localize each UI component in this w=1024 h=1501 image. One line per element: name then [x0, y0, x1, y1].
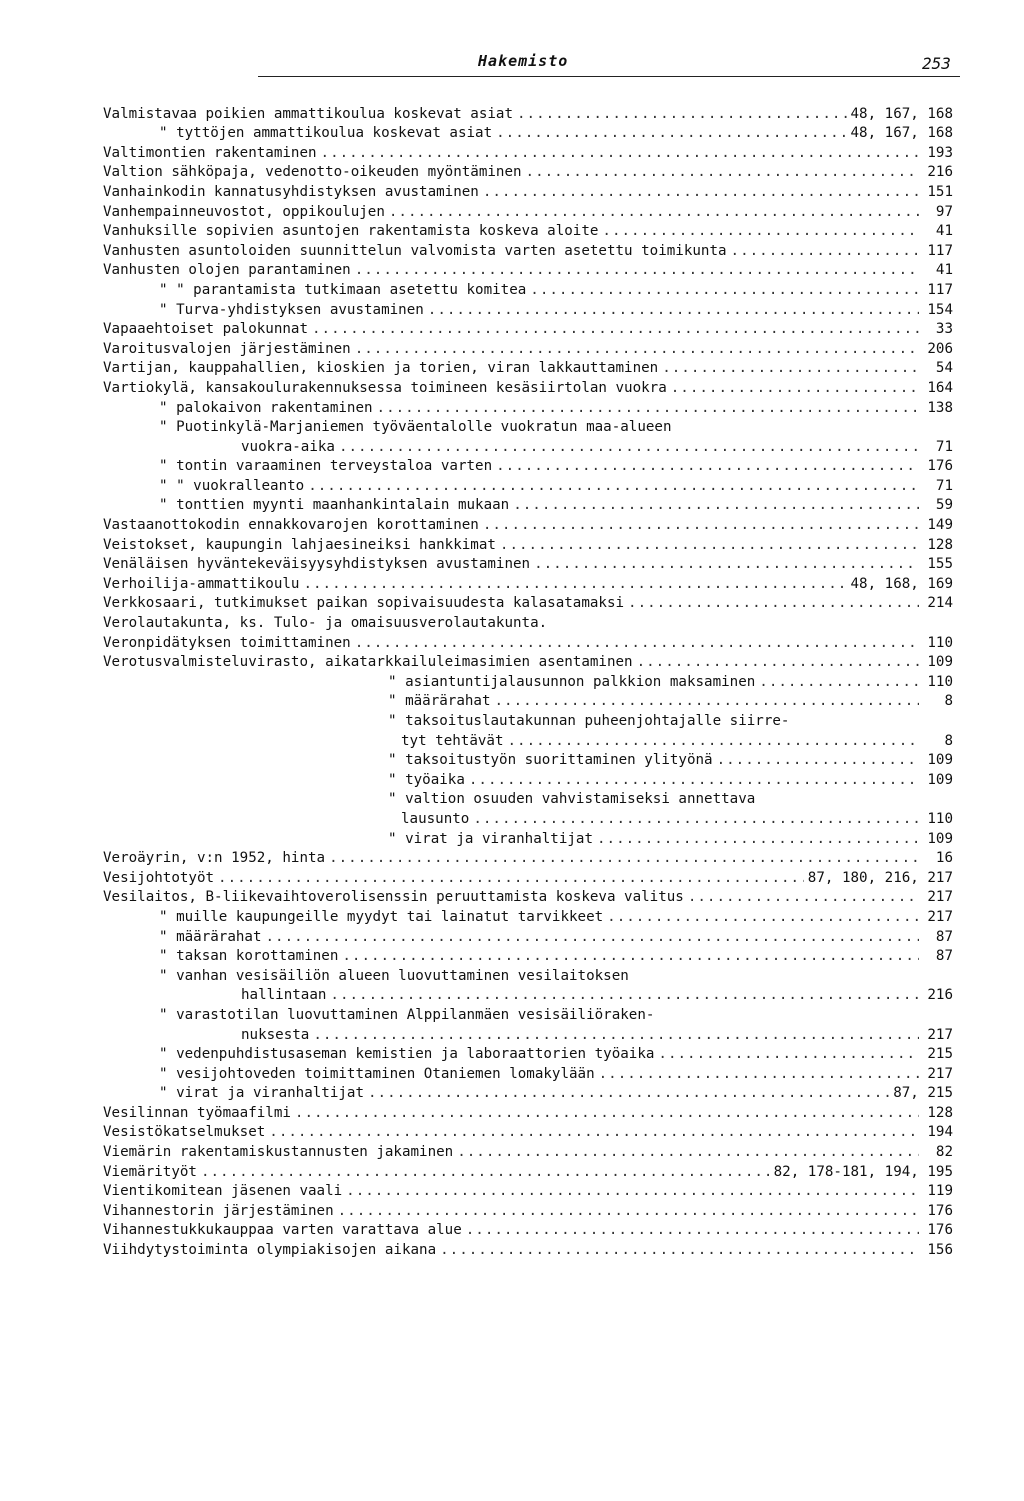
- index-entry: [103, 300, 953, 320]
- index-entry: [103, 1103, 953, 1123]
- entry-pages: 164: [927, 379, 953, 396]
- entry-pages: 110: [927, 673, 953, 690]
- dot-leader: [312, 320, 919, 339]
- index-entry: [103, 966, 953, 986]
- dot-leader: [469, 771, 919, 790]
- dot-leader: [500, 536, 919, 555]
- entry-text: Vesilaitos, B-liikevaihtoverolisenssin peruuttamista koskeva valitus: [103, 889, 684, 906]
- entry-pages: 193: [927, 144, 953, 161]
- index-entry: [103, 711, 953, 731]
- index-entry: [103, 829, 953, 849]
- index-entry: [103, 555, 953, 575]
- dot-leader: [662, 359, 919, 378]
- entry-pages: 87, 180, 216, 217: [807, 869, 953, 886]
- entry-text: " tyttöjen ammattikoulua koskevat asiat: [159, 125, 493, 142]
- entry-text: Vartijan, kauppahallien, kioskien ja torien, viran lakkauttaminen: [103, 360, 659, 377]
- dot-leader: [428, 301, 919, 320]
- entry-pages: 110: [927, 810, 953, 827]
- entry-text: Vesistökatselmukset: [103, 1124, 266, 1141]
- dot-leader: [338, 1202, 919, 1221]
- index-entry: [103, 515, 953, 535]
- index-entry: [103, 202, 953, 222]
- entry-pages: 149: [927, 517, 953, 534]
- dot-leader: [355, 340, 919, 359]
- entry-text: " määrärahat: [159, 928, 262, 945]
- index-entry: [103, 633, 953, 653]
- dot-leader: [599, 1065, 919, 1084]
- entry-pages: 217: [927, 889, 953, 906]
- entry-pages: 109: [927, 771, 953, 788]
- index-entry: [103, 594, 953, 614]
- entry-text: Vapaaehtoiset palokunnat: [103, 321, 308, 338]
- entry-pages: 206: [927, 340, 953, 357]
- index-entry: [103, 378, 953, 398]
- index-entry: [103, 574, 953, 594]
- index-entry: [103, 888, 953, 908]
- dot-leader: [313, 1026, 919, 1045]
- dot-leader: [330, 986, 919, 1005]
- entry-text: Vesijohtotyöt: [103, 869, 215, 886]
- entry-pages: 117: [927, 242, 953, 259]
- dot-leader: [355, 634, 919, 653]
- index-entry: [103, 457, 953, 477]
- entry-text: " muille kaupungeille myydyt tai lainatut tarvikkeet: [159, 908, 604, 925]
- entry-text: Venäläisen hyväntekeväisyysyhdistyksen avustaminen: [103, 556, 531, 573]
- index-entry: [103, 496, 953, 516]
- dot-leader: [534, 555, 919, 574]
- entry-pages: 217: [927, 908, 953, 925]
- entry-text: " taksan korottaminen: [159, 948, 339, 965]
- dot-leader: [218, 869, 804, 888]
- dot-leader: [602, 222, 919, 241]
- entry-text: " Turva-yhdistyksen avustaminen: [159, 301, 424, 318]
- entry-text: Vanhuksille sopivien asuntojen rakentamista koskeva aloite: [103, 223, 599, 240]
- dot-leader: [321, 144, 919, 163]
- page-title: Hakemisto: [478, 52, 569, 70]
- entry-text: Verolautakunta, ks. Tulo- ja omaisuusverolautakunta.: [103, 615, 548, 632]
- entry-text: lausunto: [401, 810, 470, 827]
- dot-leader: [658, 1045, 919, 1064]
- index-entry: [103, 320, 953, 340]
- index-entry: [103, 1182, 953, 1202]
- entry-pages: 87: [935, 948, 953, 965]
- dot-leader: [389, 203, 919, 222]
- entry-text: " vanhan vesisäiliön alueen luovuttaminen vesilaitoksen: [159, 967, 629, 984]
- entry-pages: 54: [935, 360, 953, 377]
- entry-text: " varastotilan luovuttaminen Alppilanmäen vesisäiliöraken-: [159, 1006, 655, 1023]
- entry-pages: 176: [927, 1202, 953, 1219]
- entry-text: " palokaivon rakentaminen: [159, 399, 373, 416]
- entry-pages: 8: [944, 732, 953, 749]
- entry-text: Vastaanottokodin ennakkovarojen korottaminen: [103, 517, 479, 534]
- index-entry: [103, 163, 953, 183]
- entry-text: " työaika: [388, 771, 465, 788]
- index-entry: [103, 849, 953, 869]
- index-entry: [103, 1025, 953, 1045]
- dot-leader: [303, 575, 846, 594]
- entry-text: " virat ja viranhaltijat: [159, 1085, 364, 1102]
- dot-leader: [530, 281, 919, 300]
- index-entry: [103, 790, 953, 810]
- dot-leader: [342, 947, 919, 966]
- entry-pages: 128: [927, 1104, 953, 1121]
- entry-pages: 138: [927, 399, 953, 416]
- index-entry: [103, 241, 953, 261]
- dot-leader: [466, 1221, 919, 1240]
- index-entry: [103, 1045, 953, 1065]
- index-entry: [103, 986, 953, 1006]
- entry-text: vuokra-aika: [241, 438, 335, 455]
- entry-text: Verhoilija-ammattikoulu: [103, 575, 300, 592]
- dot-leader: [597, 830, 919, 849]
- dot-leader: [329, 849, 919, 868]
- index-entry: [103, 731, 953, 751]
- entry-text: nuksesta: [241, 1026, 310, 1043]
- entry-pages: 117: [927, 281, 953, 298]
- entry-pages: 119: [927, 1183, 953, 1200]
- dot-leader: [339, 438, 919, 457]
- index-entry: [103, 476, 953, 496]
- dot-leader: [607, 908, 919, 927]
- dot-leader: [308, 477, 919, 496]
- dot-leader: [508, 732, 920, 751]
- entry-text: Vesilinnan työmaafilmi: [103, 1104, 291, 1121]
- index-entry: [103, 124, 953, 144]
- entry-text: Vartiokylä, kansakoulurakennuksessa toimineen kesäsiirtolan vuokra: [103, 379, 667, 396]
- page-number: 253: [922, 54, 951, 73]
- entry-pages: 16: [935, 850, 953, 867]
- entry-pages: 109: [927, 654, 953, 671]
- dot-leader: [483, 516, 919, 535]
- dot-leader: [201, 1163, 770, 1182]
- dot-leader: [688, 888, 919, 907]
- entry-pages: 217: [927, 1026, 953, 1043]
- entry-text: Vihannestukkukauppaa varten varattava alue: [103, 1222, 462, 1239]
- index-entry: [103, 751, 953, 771]
- entry-pages: 151: [927, 183, 953, 200]
- entry-pages: 217: [927, 1065, 953, 1082]
- index-entry: [103, 907, 953, 927]
- entry-text: " taksoitustyön suorittaminen ylityönä: [388, 752, 713, 769]
- index-entry: [103, 222, 953, 242]
- entry-text: Vientikomitean jäsenen vaali: [103, 1183, 343, 1200]
- entry-text: Veronpidätyksen toimittaminen: [103, 634, 351, 651]
- header-rule: [258, 76, 960, 77]
- index-entry: [103, 1084, 953, 1104]
- dot-leader: [496, 124, 846, 143]
- entry-pages: 41: [935, 262, 953, 279]
- dot-leader: [269, 1123, 919, 1142]
- entry-text: " " vuokralleanto: [159, 477, 305, 494]
- index-entry: [103, 182, 953, 202]
- index-entry: [103, 535, 953, 555]
- index-entry: [103, 1064, 953, 1084]
- entry-text: " Puotinkylä-Marjaniemen työväentalolle vuokratun maa-alueen: [159, 419, 672, 436]
- entry-text: " virat ja viranhaltijat: [388, 830, 593, 847]
- index-entry: [103, 1240, 953, 1260]
- entry-pages: 48, 168, 169: [850, 575, 953, 592]
- entry-pages: 110: [927, 634, 953, 651]
- index-entry: [103, 280, 953, 300]
- dot-leader: [355, 261, 919, 280]
- entry-text: Vanhusten olojen parantaminen: [103, 262, 351, 279]
- dot-leader: [526, 163, 919, 182]
- entry-pages: 216: [927, 987, 953, 1004]
- index-entry: [103, 143, 953, 163]
- entry-text: " valtion osuuden vahvistamiseksi annettava: [388, 791, 756, 808]
- index-entry: [103, 339, 953, 359]
- entry-pages: 128: [927, 536, 953, 553]
- entry-text: " tonttien myynti maanhankintalain mukaan: [159, 497, 510, 514]
- entry-text: " taksoituslautakunnan puheenjohtajalle siirre-: [388, 713, 790, 729]
- page-header: [0, 50, 1024, 80]
- index-entry: [103, 1123, 953, 1143]
- index-entry: [103, 418, 953, 438]
- index-entry: [103, 398, 953, 418]
- dot-leader: [759, 673, 919, 692]
- entry-pages: 155: [927, 556, 953, 573]
- dot-leader: [628, 594, 919, 613]
- dot-leader: [513, 496, 919, 515]
- index-entry: [103, 1221, 953, 1241]
- dot-leader: [473, 810, 919, 829]
- entry-text: Viemärin rakentamiskustannusten jakaminen: [103, 1144, 454, 1161]
- dot-leader: [517, 105, 847, 124]
- dot-leader: [457, 1143, 919, 1162]
- entry-text: Viihdytystoiminta olympiakisojen aikana: [103, 1242, 437, 1259]
- entry-text: Valtimontien rakentaminen: [103, 144, 317, 161]
- index-entry: [103, 672, 953, 692]
- index-entry: [103, 692, 953, 712]
- entry-text: " määrärahat: [388, 693, 491, 710]
- dot-leader: [440, 1241, 919, 1260]
- entry-text: Veistokset, kaupungin lahjaesineiksi hankkimat: [103, 536, 496, 553]
- entry-text: Viemärityöt: [103, 1163, 197, 1180]
- index-entry: [103, 437, 953, 457]
- dot-leader: [637, 653, 919, 672]
- index-entry: [103, 104, 953, 124]
- dot-leader: [717, 751, 919, 770]
- dot-leader: [377, 399, 919, 418]
- index-entry: [103, 359, 953, 379]
- dot-leader: [483, 183, 919, 202]
- entry-pages: 71: [935, 477, 953, 494]
- index-entry: [103, 1005, 953, 1025]
- index-entry: [103, 653, 953, 673]
- index-entry: [103, 947, 953, 967]
- dot-leader: [346, 1182, 919, 1201]
- entry-pages: 48, 167, 168: [850, 125, 953, 142]
- entry-text: tyt tehtävät: [401, 732, 504, 749]
- entry-text: " tontin varaaminen terveystaloa varten: [159, 458, 493, 475]
- index-entry: [103, 1142, 953, 1162]
- dot-leader: [731, 242, 919, 261]
- index-entry: [103, 1162, 953, 1182]
- entry-pages: 48, 167, 168: [850, 105, 953, 122]
- entry-pages: 8: [944, 693, 953, 710]
- entry-text: hallintaan: [241, 987, 327, 1004]
- index-entry: [103, 770, 953, 790]
- entry-pages: 156: [927, 1242, 953, 1259]
- entry-pages: 215: [927, 1046, 953, 1063]
- entry-pages: 216: [927, 164, 953, 181]
- dot-leader: [295, 1104, 919, 1123]
- dot-leader: [266, 928, 920, 947]
- entry-text: Vanhusten asuntoloiden suunnittelun valvomista varten asetettu toimikunta: [103, 242, 727, 259]
- entry-text: Verkkosaari, tutkimukset paikan sopivaisuudesta kalasatamaksi: [103, 595, 625, 612]
- index-entries: [103, 104, 953, 1260]
- entry-pages: 82, 178-181, 194, 195: [773, 1163, 953, 1180]
- dot-leader: [496, 457, 919, 476]
- entry-text: " vedenpuhdistusaseman kemistien ja laboraattorien työaika: [159, 1046, 655, 1063]
- dot-leader: [495, 692, 920, 711]
- entry-pages: 109: [927, 830, 953, 847]
- entry-pages: 41: [935, 223, 953, 240]
- entry-text: " vesijohtoveden toimittaminen Otaniemen lomakylään: [159, 1065, 595, 1082]
- index-entry: [103, 613, 953, 633]
- entry-text: " " parantamista tutkimaan asetettu komitea: [159, 281, 527, 298]
- entry-pages: 194: [927, 1124, 953, 1141]
- entry-text: Valtion sähköpaja, vedenotto-oikeuden myöntäminen: [103, 164, 522, 181]
- entry-text: " asiantuntijalausunnon palkkion maksaminen: [388, 673, 756, 690]
- entry-pages: 176: [927, 458, 953, 475]
- entry-pages: 176: [927, 1222, 953, 1239]
- entry-pages: 59: [935, 497, 953, 514]
- index-entry: [103, 868, 953, 888]
- index-entry: [103, 809, 953, 829]
- entry-text: Valmistavaa poikien ammattikoulua koskevat asiat: [103, 105, 513, 122]
- entry-text: Verotusvalmisteluvirasto, aikatarkkailuleimasimien asentaminen: [103, 654, 633, 671]
- entry-pages: 33: [935, 321, 953, 338]
- index-entry: [103, 1201, 953, 1221]
- entry-pages: 97: [935, 203, 953, 220]
- entry-pages: 87, 215: [893, 1085, 953, 1102]
- entry-pages: 109: [927, 752, 953, 769]
- dot-leader: [671, 379, 919, 398]
- dot-leader: [368, 1084, 889, 1103]
- entry-pages: 214: [927, 595, 953, 612]
- entry-pages: 71: [935, 438, 953, 455]
- entry-text: Vanhainkodin kannatusyhdistyksen avustaminen: [103, 183, 479, 200]
- entry-pages: 87: [935, 928, 953, 945]
- entry-pages: 82: [935, 1144, 953, 1161]
- entry-text: Vihannestorin järjestäminen: [103, 1202, 334, 1219]
- entry-pages: 154: [927, 301, 953, 318]
- entry-text: Varoitusvalojen järjestäminen: [103, 340, 351, 357]
- entry-text: Vanhempainneuvostot, oppikoulujen: [103, 203, 385, 220]
- index-entry: [103, 261, 953, 281]
- index-entry: [103, 927, 953, 947]
- entry-text: Veroäyrin, v:n 1952, hinta: [103, 850, 326, 867]
